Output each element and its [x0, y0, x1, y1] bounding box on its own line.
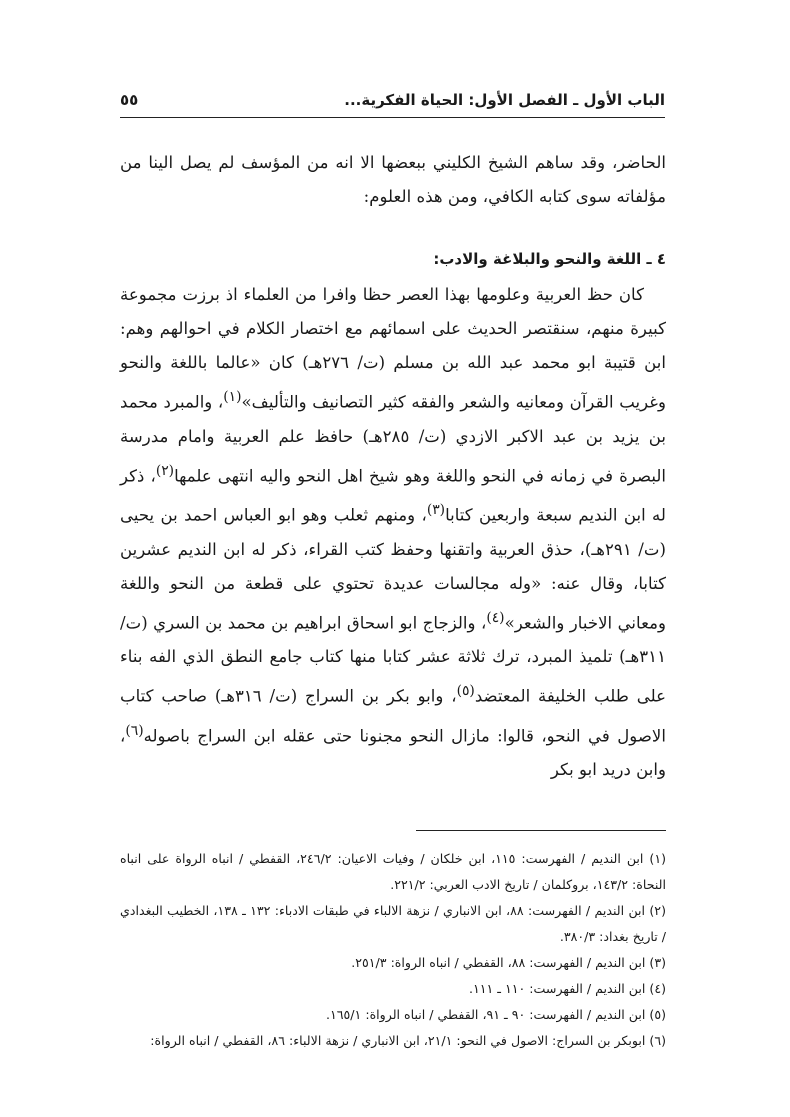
intro-paragraph: الحاضر، وقد ساهم الشيخ الكليني ببعضها الا انه من المؤسف لم يصل الينا من مؤلفاته سوى كتابه الكافي، ومن هذه العلوم: [120, 153, 666, 206]
paragraph-text: ، وابو بكر بن السراج (ت/ ٣١٦هـ) صاحب كتاب الاصول في النحو، قالوا: مازال النحو مجنونا حتى عقله ابن السراج باصوله [120, 686, 666, 746]
footnote-1: (١) ابن النديم / الفهرست: ١١٥، ابن خلكان / وفيات الاعيان: ٢٤٦/٢، القفطي / انباه الرواة على انباه النحاة: ١٤٣/٢، بروكلمان / تاريخ الادب العربي: ٢٢١/٢. [120, 851, 666, 892]
paragraph-text: ، ذكر له ابن النديم سبعة واربعين كتابا [120, 466, 666, 525]
footnote-ref-4: (٤) [486, 609, 505, 626]
paragraph-text: ، والزجاج ابو اسحاق ابراهيم بن محمد بن السري (ت/ ٣١١هـ) تلميذ المبرد، ترك ثلاثة عشر كتابا منها كتاب جامع النطق الذي الفه بناء على طلب الخليفة المعتضد [120, 613, 666, 706]
running-header [120, 86, 665, 114]
footnote-divider [416, 830, 666, 831]
footnote-ref-1: (١) [223, 389, 242, 405]
paragraph-text: ، ومنهم ثعلب وهو ابو العباس احمد بن يحيى (ت/ ٢٩١هـ)، حذق العربية واتقنها وحفظ كتب القراء، ذكر له ابن النديم عشرين كتابا، وقال عنه: «وله مجالسات عديدة تحتوي على قطعة من النحو واللغة ومعاني الاخبار والشعر» [120, 505, 666, 633]
footnote-2: (٢) ابن النديم / الفهرست: ٨٨، ابن الانباري / نزهة الالباء في طبقات الادباء: ١٣٢ ـ ١٣٨، الخطيب البغدادي / تاريخ بغداد: ٣٨٠/٣. [120, 903, 666, 944]
page-number: ٥٥ [120, 91, 139, 109]
section-heading: ٤ ـ اللغة والنحو والبلاغة والادب: [433, 250, 666, 268]
footnote-6: (٦) ابوبكر بن السراج: الاصول في النحو: ٢١/١، ابن الانباري / نزهة الالباء: ٨٦، القفطي / انباه الرواة: [150, 1033, 666, 1048]
main-text [120, 146, 666, 787]
header-divider [120, 117, 665, 118]
footnote-4: (٤) ابن النديم / الفهرست: ١١٠ ـ ١١١. [468, 981, 666, 996]
paragraph-text: ، والمبرد محمد بن يزيد بن عبد الاكبر الازدي (ت/ ٢٨٥هـ) حافظ علم العربية وامام مدرسة البصرة في زمانه في النحو واللغة وهو شيخ اهل النحو واليه انتهى علمها [120, 392, 667, 486]
footnote-ref-5: (٥) [456, 683, 475, 700]
footnote-ref-2: (٢) [155, 462, 175, 479]
footnote-5: (٥) ابن النديم / الفهرست: ٩٠ ـ ٩١، القفطي / انباه الرواة: ١٦٥/١. [326, 1007, 666, 1022]
footnote-ref-3: (٣) [426, 502, 446, 519]
footnote-3: (٣) ابن النديم / الفهرست: ٨٨، القفطي / انباه الرواة: ٢٥١/٣. [351, 955, 666, 970]
section-paragraph [120, 278, 666, 787]
footnotes [120, 846, 666, 1054]
footnote-ref-6: (٦) [125, 722, 144, 739]
running-title: الباب الأول ـ الفصل الأول: الحياة الفكرية... [344, 91, 665, 109]
paragraph-text: كان حظ العربية وعلومها بهذا العصر حظا وافرا من العلماء اذ برزت مجموعة كبيرة منهم، سنقتصر الحديث على اسمائهم مع اختصار الكلام في احوالهم وهم: ابن قتيبة ابو محمد عبد الله بن مسلم (ت/ ٢٧٦هـ) كان «عالما باللغة والنحو وغريب القرآن ومعانيه والشعر والفقه كثير التصانيف والتأليف» [120, 285, 666, 412]
paragraph-text: ، وابن دريد ابو بكر [120, 726, 666, 780]
